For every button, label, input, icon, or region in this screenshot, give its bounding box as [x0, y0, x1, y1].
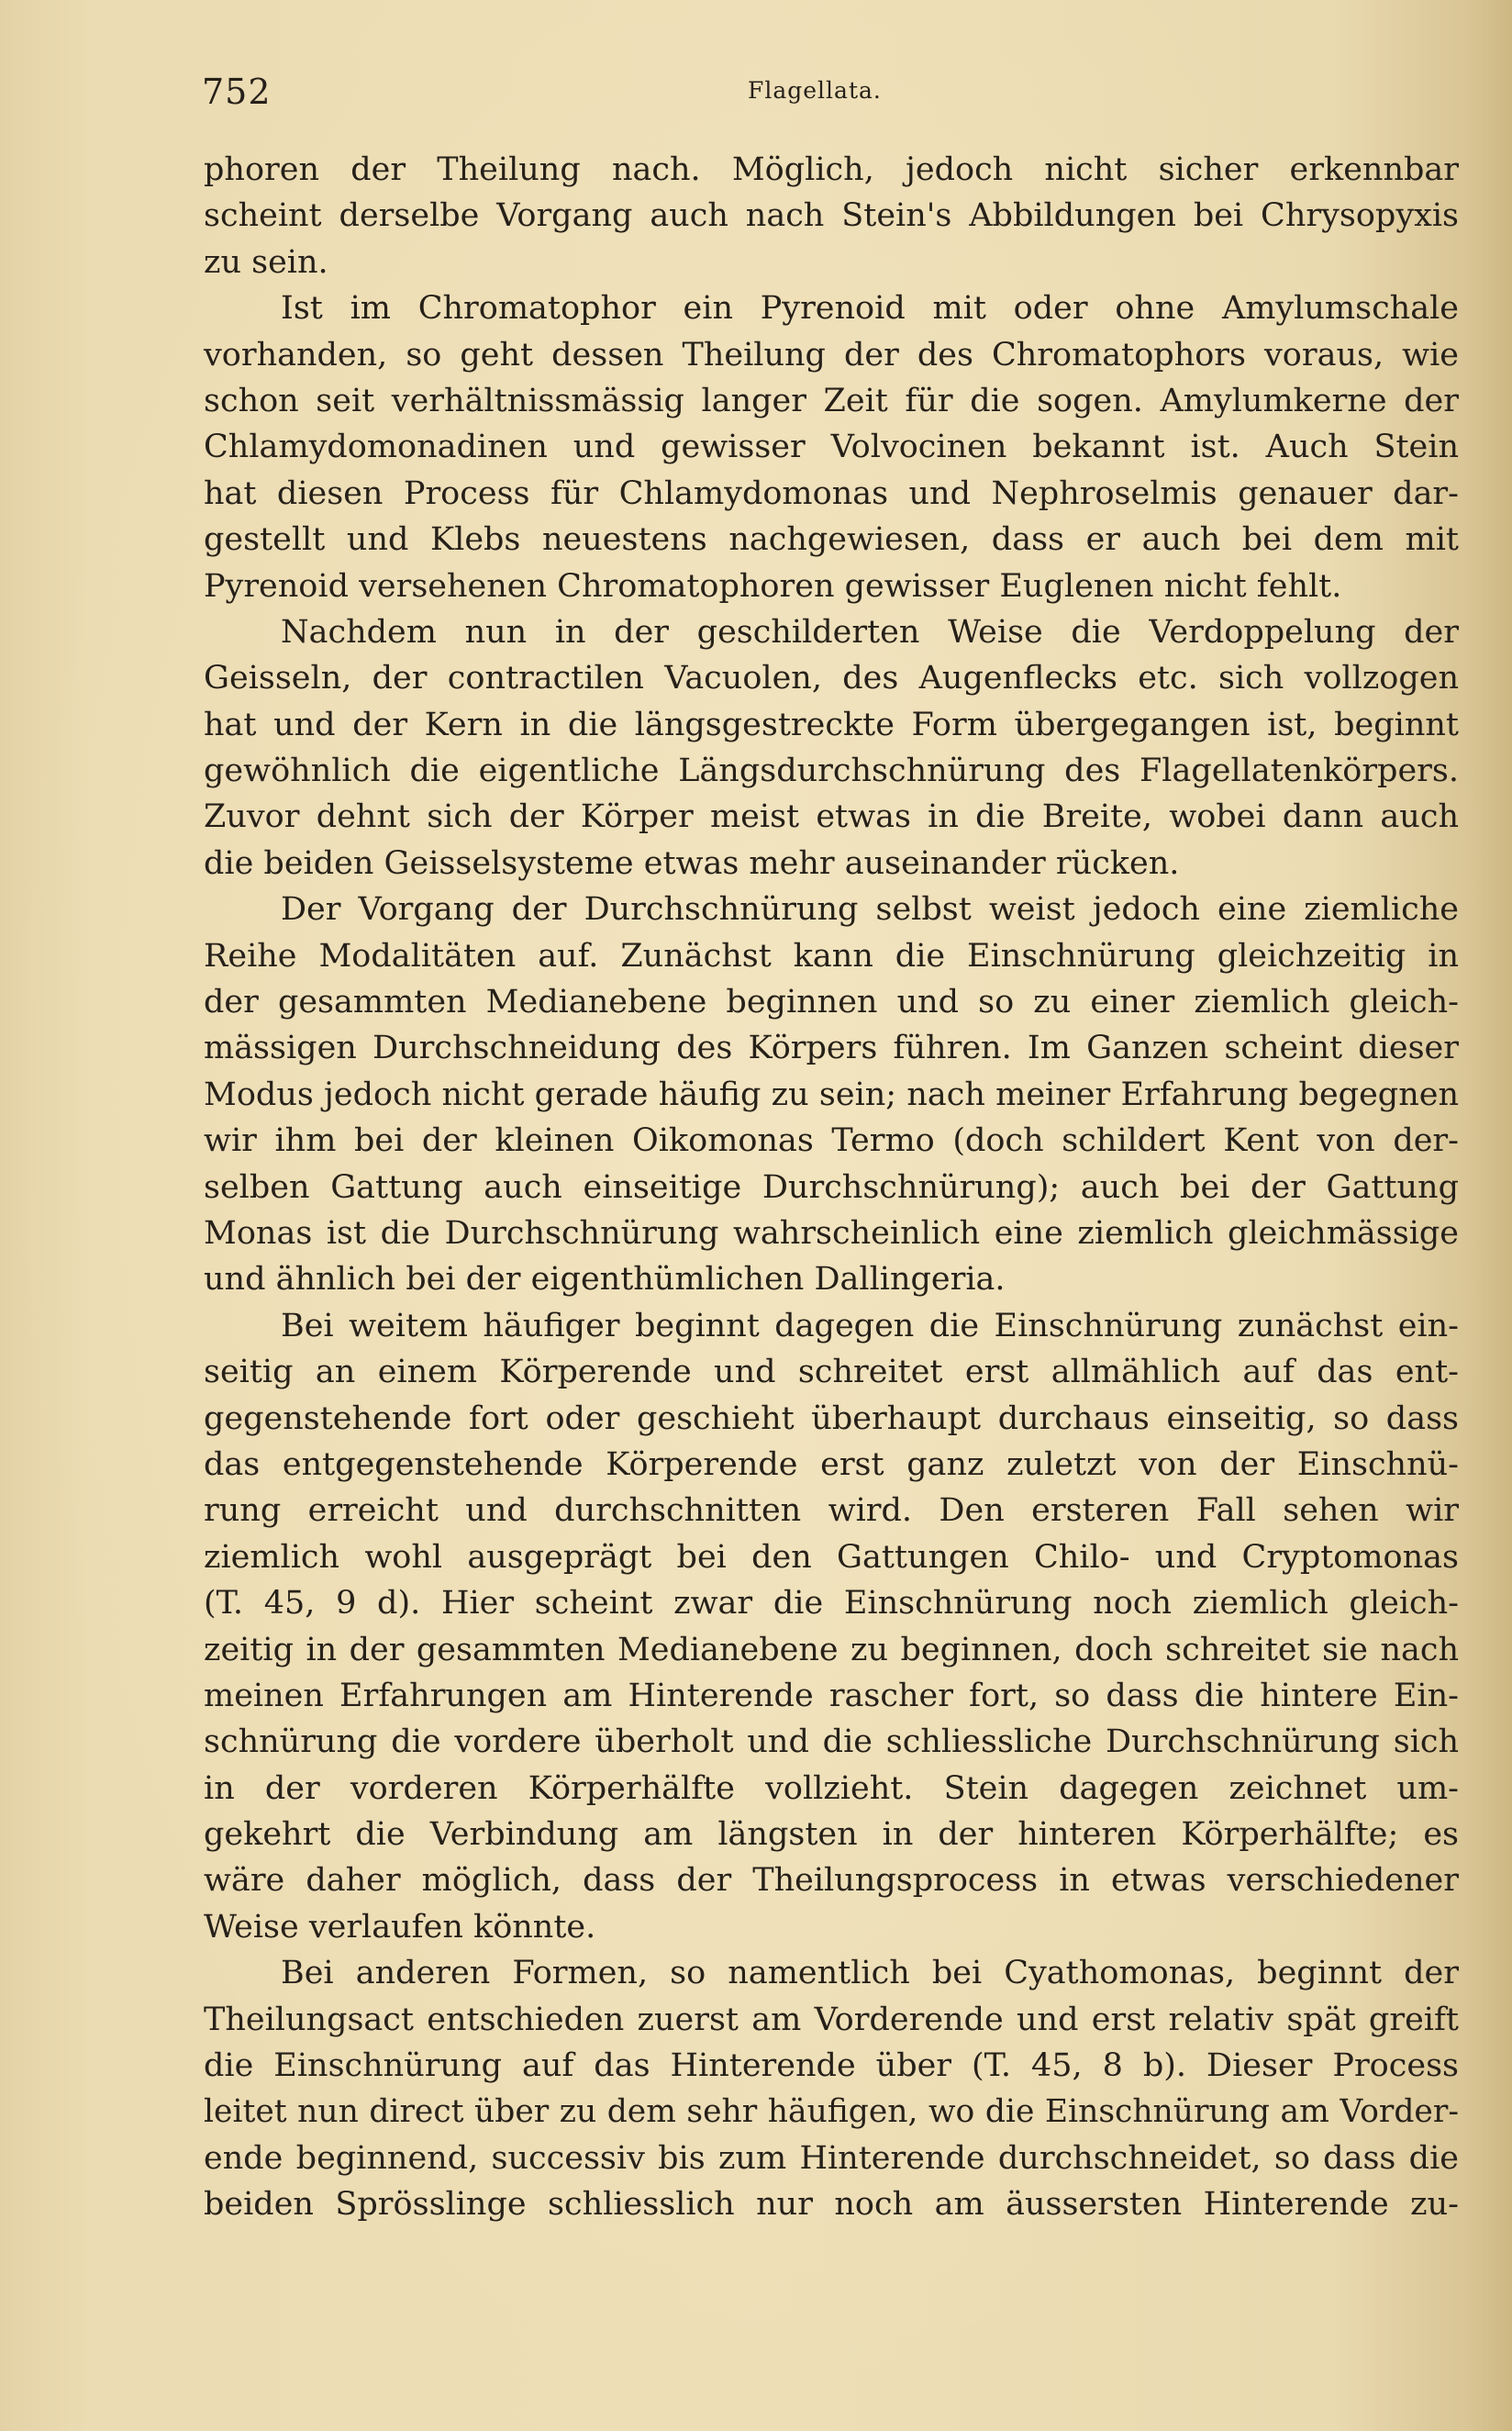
text-line: die beiden Geisselsysteme etwas mehr auseinander rücken. — [204, 844, 1180, 882]
text-line: hat diesen Process für Chlamydomonas und Nephroselmis genauer dar- — [204, 474, 1459, 512]
text-line: selben Gattung auch einseitige Durchschnürung); auch bei der Gattung — [204, 1168, 1459, 1206]
body-text — [204, 147, 1459, 2228]
text-line: mässigen Durchschneidung des Körpers führen. Im Ganzen scheint dieser — [204, 1030, 1459, 1067]
text-line: das entgegenstehende Körperende erst ganz zuletzt von der Einschnü- — [204, 1445, 1459, 1483]
text-line: gewöhnlich die eigentliche Längsdurchschnürung des Flagellatenkörpers. — [204, 753, 1459, 790]
text-line: Nachdem nun in der geschilderten Weise die Verdoppelung der — [281, 613, 1459, 651]
text-line: schnürung die vordere überholt und die schliessliche Durchschnürung sich — [204, 1723, 1459, 1761]
text-line: Bei weitem häufiger beginnt dagegen die Einschnürung zunächst ein- — [281, 1307, 1459, 1344]
text-line: Ist im Chromatophor ein Pyrenoid mit oder ohne Amylumschale — [281, 290, 1459, 328]
text-line: die Einschnürung auf das Hinterende über (T. 45, 8 b). Dieser Process — [204, 2047, 1459, 2085]
text-line: Pyrenoid versehenen Chromatophoren gewisser Euglenen nicht fehlt. — [204, 567, 1342, 605]
text-line: leitet nun direct über zu dem sehr häufigen, wo die Einschnürung am Vorder- — [204, 2093, 1459, 2131]
text-line: phoren der Theilung nach. Möglich, jedoch nicht sicher erkennbar — [204, 151, 1459, 188]
text-line: ziemlich wohl ausgeprägt bei den Gattungen Chilo- und Cryptomonas — [204, 1538, 1459, 1576]
text-line: und ähnlich bei der eigenthümlichen Dallingeria. — [204, 1261, 1006, 1299]
text-line: scheint derselbe Vorgang auch nach Stein's Abbildungen bei Chrysopyxis — [204, 197, 1459, 235]
text-line: Theilungsact entschieden zuerst am Vorderende und erst relativ spät greift — [204, 2001, 1459, 2038]
text-line: Chlamydomonadinen und gewisser Volvocinen bekannt ist. Auch Stein — [204, 429, 1459, 466]
text-line: wäre daher möglich, dass der Theilungsprocess in etwas verschiedener — [204, 1862, 1459, 1900]
running-head: Flagellata. — [748, 77, 882, 104]
text-line: Reihe Modalitäten auf. Zunächst kann die Einschnürung gleichzeitig in — [204, 937, 1459, 975]
page-header — [202, 72, 1468, 123]
text-line: wir ihm bei der kleinen Oikomonas Termo (doch schildert Kent von der- — [204, 1122, 1459, 1160]
text-line: (T. 45, 9 d). Hier scheint zwar die Einschnürung noch ziemlich gleich- — [204, 1585, 1459, 1623]
text-line: Geisseln, der contractilen Vacuolen, des Augenflecks etc. sich vollzogen — [204, 660, 1459, 697]
text-line: meinen Erfahrungen am Hinterende rascher fort, so dass die hintere Ein- — [204, 1677, 1459, 1714]
text-line: zu sein. — [204, 243, 328, 281]
text-line: Modus jedoch nicht gerade häufig zu sein; nach meiner Erfahrung begegnen — [204, 1076, 1459, 1113]
text-line: Zuvor dehnt sich der Körper meist etwas in die Breite, wobei dann auch — [204, 798, 1459, 836]
text-line: hat und der Kern in die längsgestreckte Form übergegangen ist, beginnt — [204, 706, 1459, 743]
text-line: gekehrt die Verbindung am längsten in der hinteren Körperhälfte; es — [204, 1816, 1459, 1854]
text-line: gegenstehende fort oder geschieht überhaupt durchaus einseitig, so dass — [204, 1399, 1459, 1437]
text-line: in der vorderen Körperhälfte vollzieht. Stein dagegen zeichnet um- — [204, 1769, 1459, 1807]
text-line: Weise verlaufen könnte. — [204, 1908, 596, 1946]
text-line: rung erreicht und durchschnitten wird. Den ersteren Fall sehen wir — [204, 1492, 1459, 1530]
text-line: zeitig in der gesammten Medianebene zu beginnen, doch schreitet sie nach — [204, 1631, 1459, 1668]
text-line: seitig an einem Körperende und schreitet erst allmählich auf das ent- — [204, 1354, 1459, 1391]
text-line: ende beginnend, successiv bis zum Hinterende durchschneidet, so dass die — [204, 2139, 1459, 2177]
text-line: schon seit verhältnissmässig langer Zeit für die sogen. Amylumkerne der — [204, 382, 1459, 419]
text-line: vorhanden, so geht dessen Theilung der des Chromatophors voraus, wie — [204, 336, 1459, 374]
page-number: 752 — [202, 72, 272, 112]
text-line: der gesammten Medianebene beginnen und so zu einer ziemlich gleich- — [204, 984, 1459, 1021]
text-line: beiden Sprösslinge schliesslich nur noch am äussersten Hinterende zu- — [204, 2186, 1459, 2224]
text-line: Der Vorgang der Durchschnürung selbst weist jedoch eine ziemliche — [281, 891, 1459, 929]
text-line: gestellt und Klebs neuestens nachgewiesen, dass er auch bei dem mit — [204, 521, 1459, 559]
text-line: Monas ist die Durchschnürung wahrscheinlich eine ziemlich gleichmässige — [204, 1214, 1459, 1252]
text-line: Bei anderen Formen, so namentlich bei Cyathomonas, beginnt der — [281, 1955, 1459, 1992]
